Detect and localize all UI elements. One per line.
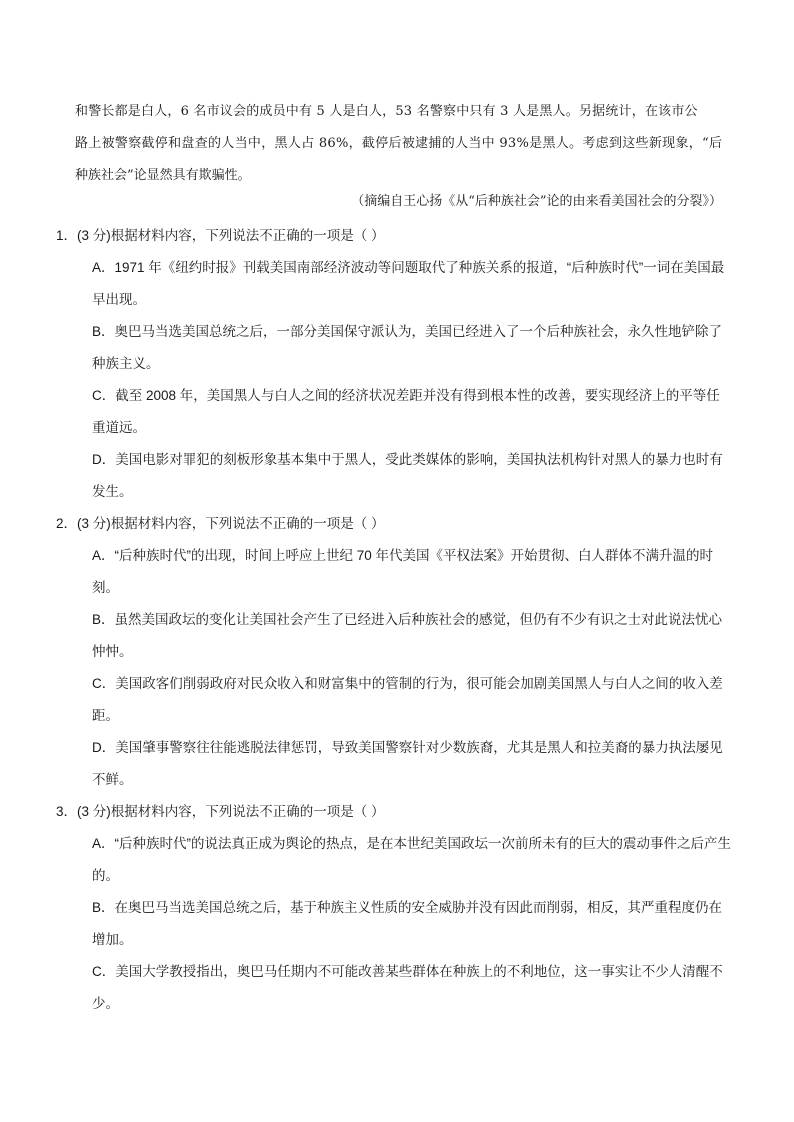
passage-line: 和警长都是白人，6 名市议会的成员中有 5 人是白人，53 名警察中只有 3 人是黑人。另据统计，在该市公 [75,104,698,119]
option-c[interactable]: C．美国大学教授指出，奥巴马任期内不可能改善某些群体在种族上的不利地位，这一事实让不少人清醒不少。 [92,964,723,1011]
question-2 [56,508,736,796]
passage-line: 种族社会”论显然具有欺骗性。 [75,168,251,183]
question-stem: 1．(3 分)根据材料内容，下列说法不正确的一项是（ ） [56,228,385,243]
passage-source: （摘编自王心扬《从“后种族社会”论的由来看美国社会的分裂》） [351,194,722,209]
option-d[interactable]: D．美国电影对罪犯的刻板形象基本集中于黑人，受此类媒体的影响，美国执法机构针对黑人的暴力也时有发生。 [92,452,723,499]
passage-line: 路上被警察截停和盘查的人当中，黑人占 86%，截停后被逮捕的人当中 93%是黑人。考虑到这些新现象，“后 [75,136,723,151]
option-a[interactable]: A．“后种族时代”的出现，时间上呼应上世纪 70 年代美国《平权法案》开始贯彻、白人群体不满升温的时刻。 [92,548,714,595]
option-b[interactable]: B．在奥巴马当选美国总统之后，基于种族主义性质的安全威胁并没有因此而削弱，相反，其严重程度仍在增加。 [92,900,723,947]
passage-text [75,96,727,192]
question-stem: 3．(3 分)根据材料内容，下列说法不正确的一项是（ ） [56,804,385,819]
option-d[interactable]: D．美国肇事警察往往能逃脱法律惩罚，导致美国警察针对少数族裔，尤其是黑人和拉美裔的暴力执法屡见不鲜。 [92,740,723,787]
question-3 [56,796,736,1020]
option-a[interactable]: A．1971 年《纽约时报》刊载美国南部经济波动等问题取代了种族关系的报道，“后种族时代”一词在美国最早出现。 [92,260,725,307]
option-c[interactable]: C．截至 2008 年，美国黑人与白人之间的经济状况差距并没有得到根本性的改善，要实现经济上的平等任重道远。 [92,388,720,435]
option-b[interactable]: B．奥巴马当选美国总统之后，一部分美国保守派认为，美国已经进入了一个后种族社会，永久性地铲除了种族主义。 [92,324,723,371]
question-1 [56,220,736,508]
option-c[interactable]: C．美国政客们削弱政府对民众收入和财富集中的管制的行为，很可能会加剧美国黑人与白人之间的收入差距。 [92,676,723,723]
option-b[interactable]: B．虽然美国政坛的变化让美国社会产生了已经进入后种族社会的感觉，但仍有不少有识之士对此说法忧心忡忡。 [92,612,723,659]
option-a[interactable]: A．“后种族时代”的说法真正成为舆论的热点，是在本世纪美国政坛一次前所未有的巨大的震动事件之后产生的。 [92,836,731,883]
question-stem: 2．(3 分)根据材料内容，下列说法不正确的一项是（ ） [56,516,385,531]
